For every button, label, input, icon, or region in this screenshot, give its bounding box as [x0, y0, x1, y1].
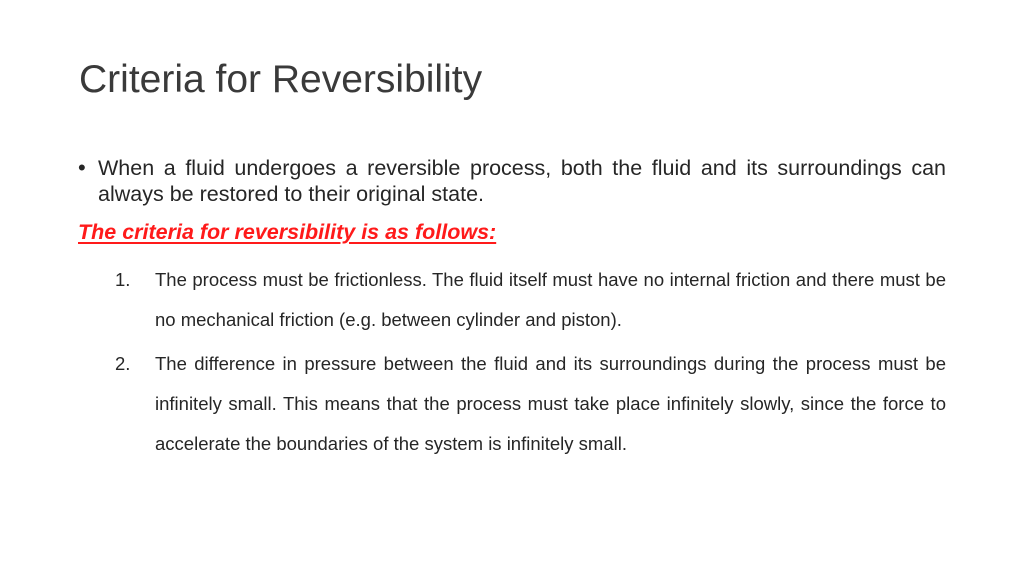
criteria-item-1 — [115, 260, 946, 339]
criteria-item-2 — [115, 344, 946, 463]
bullet-text: When a fluid undergoes a reversible process, both the fluid and its surroundings can always be restored to their original state. — [98, 156, 946, 206]
criteria-item-2-number: 2. — [115, 353, 131, 375]
slide-title: Criteria for Reversibility — [79, 58, 483, 101]
criteria-item-1-text: The process must be frictionless. The fluid itself must have no internal friction and there must be no mechanical friction (e.g. between cylinder and piston). — [155, 269, 946, 330]
criteria-item-2-text: The difference in pressure between the fluid and its surroundings during the process must be infinitely small. This means that the process must take place infinitely slowly, since the force to accelerate the boundaries of the system is infinitely small. — [155, 353, 946, 454]
criteria-list — [115, 260, 946, 469]
bullet-marker: • — [78, 155, 86, 180]
bullet-list — [78, 155, 946, 207]
bullet-item — [78, 155, 946, 207]
criteria-item-1-number: 1. — [115, 269, 131, 290]
criteria-heading: The criteria for reversibility is as follows: — [78, 220, 497, 244]
